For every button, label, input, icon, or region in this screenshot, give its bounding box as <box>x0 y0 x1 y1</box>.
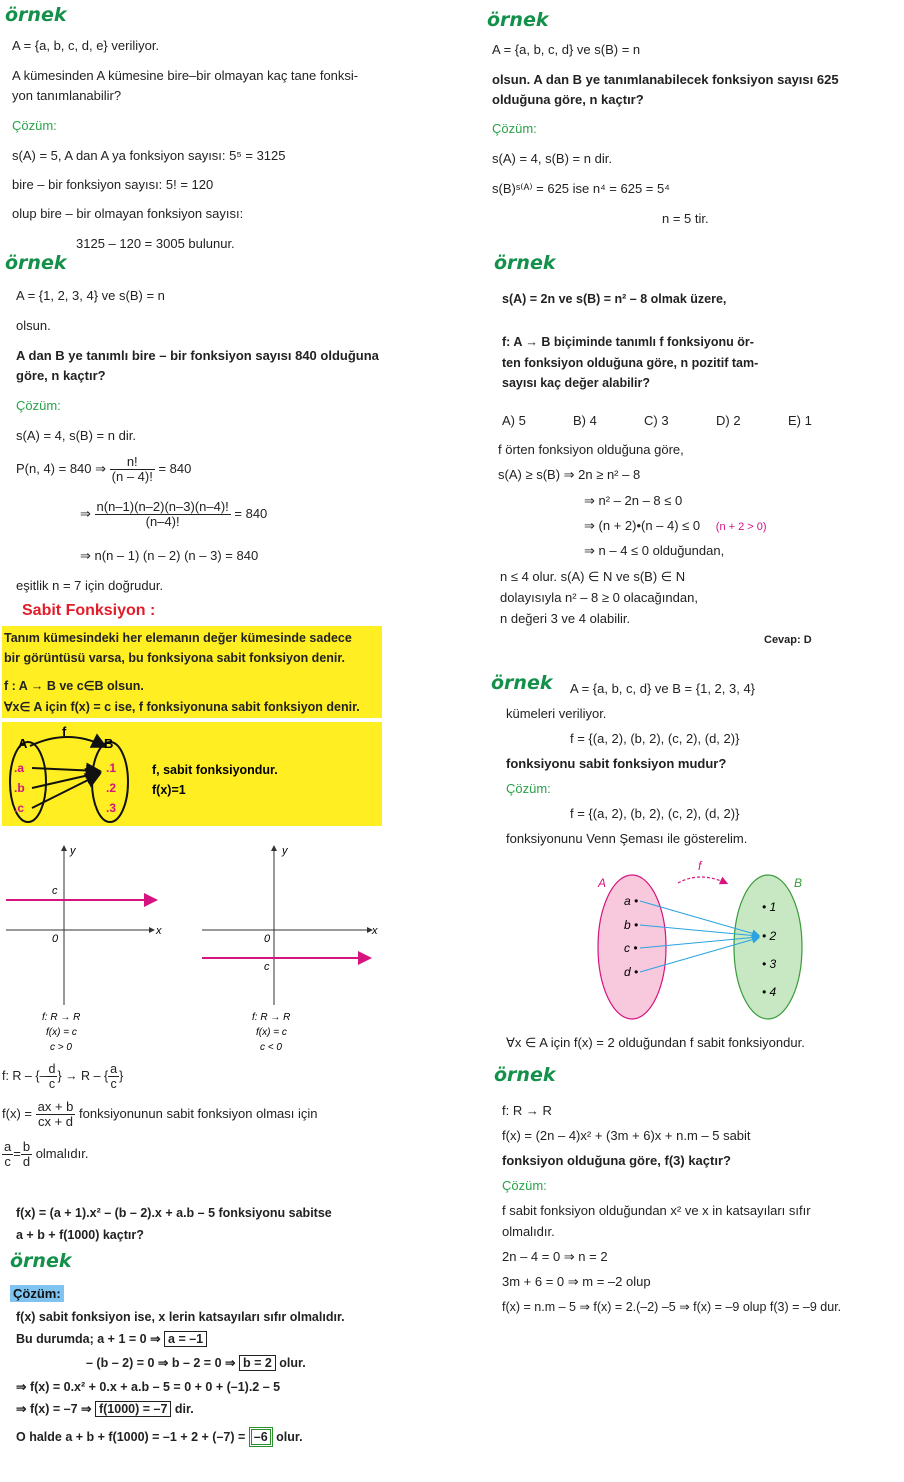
function-label: f <box>698 859 702 873</box>
venn-diagram-constant <box>2 722 382 826</box>
option-a[interactable]: A) 5 <box>502 413 526 428</box>
numerator: a <box>110 1062 118 1076</box>
boxed-result: b = 2 <box>239 1355 276 1371</box>
boxed-result: f(1000) = –7 <box>95 1401 171 1417</box>
r-ex2-step-8: n değeri 3 ve 4 olabilir. <box>500 611 631 626</box>
set-b-label: B <box>794 876 803 890</box>
cozum-label: Çözüm: <box>492 121 537 136</box>
ex2-step-1: s(A) = 4, s(B) = n dir. <box>16 428 136 443</box>
denominator: (n–4)! <box>145 514 180 529</box>
r-ex3-conclusion: ∀x ∈ A için f(x) = 2 olduğundan f sabit fonksiyondur. <box>506 1035 805 1050</box>
r-ex2-step-1: f örten fonksiyon olduğuna göre, <box>498 442 684 457</box>
venn-diagram-example <box>590 855 815 1025</box>
fx-label: f(x) = <box>2 1105 32 1121</box>
rational-ratio <box>2 1140 88 1169</box>
ex3-step-3 <box>86 1355 306 1371</box>
r-ex3-function: f = {(a, 2), (b, 2), (c, 2), (d, 2)} <box>570 731 740 746</box>
step-text: – (b – 2) = 0 ⇒ b – 2 = 0 ⇒ <box>86 1356 236 1370</box>
option-b[interactable]: B) 4 <box>573 413 597 428</box>
step-text: O halde a + b + f(1000) = –1 + 2 + (–7) = <box>16 1430 246 1444</box>
step-text-end: olur. <box>276 1430 303 1444</box>
denominator: c <box>48 1077 56 1091</box>
r-ex2-question-1: f: A → B biçiminde tanımlı f fonksiyonu ör- <box>502 335 754 349</box>
ex2-olsun: olsun. <box>16 318 51 333</box>
denominator: cx + d <box>37 1114 74 1129</box>
r-ex4-question: fonksiyon olduğuna göre, f(3) kaçtır? <box>502 1153 731 1168</box>
definition-2: bir görüntüsü varsa, bu fonksiyona sabit fonksiyon denir. <box>4 651 346 665</box>
r-ex3-step-2: fonksiyonunu Venn Şeması ile gösterelim. <box>506 831 748 846</box>
element-1: • 1 <box>762 900 777 914</box>
ex2-question-1: A dan B ye tanımlı bire – bir fonksiyon sayısı 840 olduğuna <box>16 348 379 363</box>
ex2-given: A = {1, 2, 3, 4} ve s(B) = n <box>16 288 165 303</box>
element-3: • 3 <box>762 957 777 971</box>
final-answer-box: –6 <box>249 1427 273 1447</box>
numerator: a <box>4 1139 12 1154</box>
numerator: b <box>22 1139 31 1154</box>
graph-negative-c <box>198 840 388 1055</box>
denominator: c <box>110 1077 117 1091</box>
numerator: ax + b <box>37 1099 74 1114</box>
element-d: d • <box>624 965 639 979</box>
fraction <box>2 1140 13 1169</box>
ex3-step-4: ⇒ f(x) = 0.x² + 0.x + a.b – 5 = 0 + 0 + (–1).2 – 5 <box>16 1380 281 1394</box>
element-1: .1 <box>106 761 117 775</box>
cozum-badge <box>10 1286 64 1302</box>
r-ex2-step-4 <box>584 518 767 535</box>
cozum-label: Çözüm: <box>12 118 57 133</box>
ex3-step-2 <box>16 1331 207 1347</box>
graph-caption-3: c > 0 <box>50 1042 72 1053</box>
graph-caption-2: f(x) = c <box>46 1027 77 1038</box>
ex3-step-5 <box>16 1401 194 1417</box>
implies-symbol: ⇒ <box>80 505 91 521</box>
denominator: c <box>4 1154 11 1169</box>
ex2-step-2-lhs: P(n, 4) = 840 ⇒ <box>16 460 107 476</box>
mapping-arrow <box>678 877 726 883</box>
brace: } <box>119 1068 124 1083</box>
element-4: • 4 <box>762 985 777 999</box>
side-note: (n + 2 > 0) <box>715 521 767 533</box>
r-ex2-step-3: ⇒ n² – 2n – 8 ≤ 0 <box>584 493 683 508</box>
option-e[interactable]: E) 1 <box>788 413 812 428</box>
set-a-label: A <box>598 876 607 890</box>
step-text: ⇒ (n + 2)•(n – 4) ≤ 0 <box>584 518 701 533</box>
denominator: d <box>22 1154 31 1169</box>
ornek-heading: örnek <box>491 672 553 694</box>
ex2-step-4: ⇒ n(n – 1) (n – 2) (n – 3) = 840 <box>80 548 259 563</box>
r-ex4-step-3: 2n – 4 = 0 ⇒ n = 2 <box>502 1249 608 1264</box>
ex3-step-6 <box>16 1429 303 1445</box>
graph-caption-1: f: R → R <box>42 1012 81 1023</box>
c-label: c <box>52 885 58 897</box>
numerator: n! <box>110 455 155 470</box>
ex3-step-1: f(x) sabit fonksiyon ise, x lerin katsayıları sıfır olmalıdır. <box>16 1310 345 1324</box>
option-c[interactable]: C) 3 <box>644 413 669 428</box>
definition-1: Tanım kümesindeki her elemanın değer kümesinde sadece <box>4 631 352 645</box>
element-2: • 2 <box>762 929 777 943</box>
r-ex1-result: n = 5 tir. <box>662 211 709 226</box>
x-label: x <box>156 925 162 937</box>
ex1-step-2: bire – bir fonksiyon sayısı: 5! = 120 <box>12 177 214 192</box>
r-ex3-question: fonksiyonu sabit fonksiyon mudur? <box>506 756 727 771</box>
step-text-end: olur. <box>279 1356 306 1370</box>
boxed-result: a = –1 <box>164 1331 207 1347</box>
r-ex2-question-3: sayısı kaç değer alabilir? <box>502 376 650 390</box>
definition-4: ∀x∈ A için f(x) = c ise, f fonksiyonuna sabit fonksiyon denir. <box>4 700 360 714</box>
element-c: c • <box>624 941 638 955</box>
ex2-step-2-rhs: = 840 <box>158 460 192 476</box>
element-2: .2 <box>106 781 117 795</box>
element-b: .b <box>14 781 25 795</box>
ex1-step-1: s(A) = 5, A dan A ya fonksiyon sayısı: 5⁵ = 3125 <box>12 148 286 163</box>
origin-label: 0 <box>264 933 271 945</box>
r-ex4-step-1: f sabit fonksiyon olduğundan x² ve x in katsayıları sıfır <box>502 1203 811 1218</box>
r-ex2-question-2: ten fonksiyon olduğuna göre, n pozitif tam- <box>502 356 759 370</box>
ornek-heading: örnek <box>487 9 549 31</box>
equals-sign: = <box>13 1145 21 1161</box>
graph-caption-2: f(x) = c <box>256 1027 287 1038</box>
ex2-question-2: göre, n kaçtır? <box>16 368 106 383</box>
step-text: Bu durumda; a + 1 = 0 ⇒ <box>16 1332 161 1346</box>
r-ex1-given: A = {a, b, c, d} ve s(B) = n <box>492 42 641 57</box>
r-ex1-step-1: s(A) = 4, s(B) = n dir. <box>492 151 612 166</box>
set-a-label: A <box>18 736 28 751</box>
ex1-result: 3125 – 120 = 3005 bulunur. <box>76 236 235 251</box>
ex2-step-3-rhs: = 840 <box>234 505 268 521</box>
graph-caption-3: c < 0 <box>260 1042 282 1053</box>
step-text: ⇒ f(x) = –7 ⇒ <box>16 1402 92 1416</box>
venn-note-2: f(x)=1 <box>152 783 186 797</box>
ex1-given: A = {a, b, c, d, e} veriliyor. <box>12 38 160 53</box>
ex2-step-3 <box>80 500 267 529</box>
arrow-a <box>32 768 98 771</box>
definition-3: f : A → B ve c∈B olsun. <box>4 679 144 693</box>
r-ex1-question-1: olsun. A dan B ye tanımlanabilecek fonksiyon sayısı 625 <box>492 72 839 87</box>
option-d[interactable]: D) 2 <box>716 413 741 428</box>
fraction <box>46 1062 57 1091</box>
mapping-arrow <box>30 737 104 746</box>
function-label: f <box>62 724 67 739</box>
r-ex1-step-2: s(B)ˢ⁽ᴬ⁾ = 625 ise n⁴ = 625 = 5⁴ <box>492 181 670 196</box>
rational-condition-text: fonksiyonunun sabit fonksiyon olması için <box>79 1105 318 1121</box>
ornek-heading: örnek <box>494 1064 556 1086</box>
fraction <box>110 455 155 484</box>
ex3-question-1: f(x) = (a + 1).x² – (b – 2).x + a.b – 5 fonksiyonu sabitse <box>16 1206 332 1220</box>
fraction <box>108 1062 119 1091</box>
y-label: y <box>70 845 76 857</box>
r-ex4-step-2: olmalıdır. <box>502 1224 555 1239</box>
ex3-question-2: a + b + f(1000) kaçtır? <box>16 1228 144 1242</box>
step-text-end: dir. <box>174 1402 194 1416</box>
venn-note-1: f, sabit fonksiyondur. <box>152 763 278 777</box>
fraction <box>21 1140 32 1169</box>
domain-part: f: R – {– <box>2 1068 47 1083</box>
element-b: b • <box>624 918 639 932</box>
r-ex2-step-7: dolayısıyla n² – 8 ≥ 0 olacağından, <box>500 590 698 605</box>
ex1-question-2: yon tanımlanabilir? <box>12 88 122 103</box>
ornek-heading: örnek <box>5 4 67 26</box>
rational-domain <box>2 1062 123 1091</box>
r-ex3-given-2: kümeleri veriliyor. <box>506 706 607 721</box>
ex1-step-3: olup bire – bir olmayan fonksiyon sayısı: <box>12 206 244 221</box>
element-3: .3 <box>106 801 117 815</box>
numerator: d <box>48 1062 56 1076</box>
cozum-label: Çözüm: <box>10 1285 64 1302</box>
r-ex2-step-2: s(A) ≥ s(B) ⇒ 2n ≥ n² – 8 <box>498 467 641 482</box>
cozum-label: Çözüm: <box>506 781 551 796</box>
origin-label: 0 <box>52 933 59 945</box>
r-ex2-step-5: ⇒ n – 4 ≤ 0 olduğundan, <box>584 543 725 558</box>
fraction <box>95 500 231 529</box>
cozum-label: Çözüm: <box>502 1178 547 1193</box>
answer-label: Cevap: D <box>764 634 812 646</box>
ratio-text: olmalıdır. <box>35 1145 89 1161</box>
r-ex1-question-2: olduğuna göre, n kaçtır? <box>492 92 644 107</box>
c-label: c <box>264 961 270 973</box>
element-c: .c <box>14 801 25 815</box>
ornek-heading: örnek <box>10 1250 72 1272</box>
rational-function <box>2 1100 317 1129</box>
denominator: (n – 4)! <box>111 469 153 484</box>
r-ex4-step-4: 3m + 6 = 0 ⇒ m = –2 olup <box>502 1274 651 1289</box>
x-label: x <box>372 925 378 937</box>
r-ex4-given-2: f(x) = (2n – 4)x² + (3m + 6)x + n.m – 5 sabit <box>502 1128 751 1143</box>
y-label: y <box>282 845 288 857</box>
numerator: n(n–1)(n–2)(n–3)(n–4)! <box>96 499 229 514</box>
ex1-question-1: A kümesinden A kümesine bire–bir olmayan kaç tane fonksi- <box>12 68 359 83</box>
r-ex4-step-5: f(x) = n.m – 5 ⇒ f(x) = 2.(–2) –5 ⇒ f(x) = –9 olup f(3) = –9 dur. <box>502 1300 842 1314</box>
section-title: Sabit Fonksiyon : <box>22 602 156 619</box>
ornek-heading: örnek <box>5 252 67 274</box>
r-ex2-given: s(A) = 2n ve s(B) = n² – 8 olmak üzere, <box>502 292 727 306</box>
element-a: a • <box>624 894 639 908</box>
r-ex3-given: A = {a, b, c, d} ve B = {1, 2, 3, 4} <box>570 681 756 696</box>
r-ex3-step-1: f = {(a, 2), (b, 2), (c, 2), (d, 2)} <box>570 806 740 821</box>
graph-caption-1: f: R → R <box>252 1012 291 1023</box>
r-ex2-step-6: n ≤ 4 olur. s(A) ∈ N ve s(B) ∈ N <box>500 569 686 584</box>
r-ex4-given-1: f: R → R <box>502 1103 552 1118</box>
element-a: .a <box>14 761 25 775</box>
ex2-step-2 <box>16 455 191 484</box>
fraction <box>36 1100 76 1129</box>
ornek-heading: örnek <box>494 252 556 274</box>
set-b-label: B <box>104 736 114 751</box>
graph-positive-c <box>2 840 177 1055</box>
ex2-result: eşitlik n = 7 için doğrudur. <box>16 578 164 593</box>
cozum-label: Çözüm: <box>16 398 61 413</box>
codomain-part: } → R – { <box>57 1068 109 1083</box>
